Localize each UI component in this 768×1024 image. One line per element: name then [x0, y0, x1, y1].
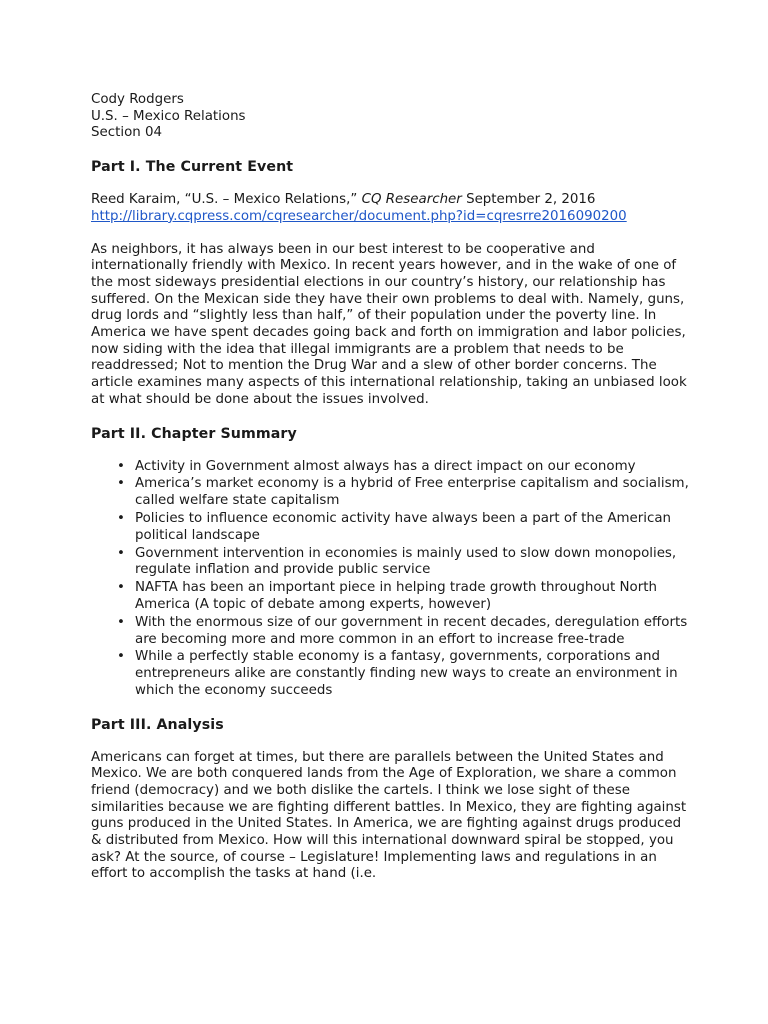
summary-bullet-text: While a perfectly stable economy is a fantasy, governments, corporations and entrepreneurs alike are constantly finding new ways to create an environment in which the economy succeeds [135, 649, 678, 698]
summary-bullet-text: Policies to influence economic activity have always been a part of the American political landscape [135, 511, 672, 543]
summary-bullet-text: Government intervention in economies is mainly used to slow down monopolies, regulate inflation and provide public service [135, 545, 677, 578]
summary-bullet-item [117, 649, 691, 699]
summary-bullet-text: Activity in Government almost always has a direct impact on our economy [135, 458, 636, 474]
citation-publication: CQ Researcher [361, 192, 462, 208]
document-header [91, 92, 691, 142]
citation-date: September 2, 2016 [461, 192, 596, 208]
summary-bullet-item [117, 511, 691, 544]
summary-bullet-text: America’s market economy is a hybrid of Free enterprise capitalism and socialism, called welfare state capitalism [135, 476, 689, 509]
bullet-point-icon: • [117, 458, 125, 474]
bullet-point-icon: • [117, 545, 125, 561]
summary-bullet-item [117, 476, 691, 509]
author-name: Cody Rodgers [91, 92, 184, 107]
citation-url-link[interactable]: http://library.cqpress.com/cqresearcher/document.php?id=cqresrre2016090200 [91, 208, 627, 224]
part1-heading: Part I. The Current Event [91, 159, 294, 176]
summary-bullet-item [117, 580, 691, 613]
part2-heading: Part II. Chapter Summary [91, 425, 297, 442]
summary-bullet-list [91, 459, 691, 700]
citation-author-title: Reed Karaim, “U.S. – Mexico Relations,” [91, 192, 362, 208]
citation [91, 192, 691, 225]
summary-bullet-item [117, 459, 691, 476]
bullet-point-icon: • [117, 649, 125, 665]
bullet-point-icon: • [117, 511, 125, 527]
part1-paragraph: As neighbors, it has always been in our best interest to be cooperative and internationally friendly with Mexico. In recent years however, and in the wake of one of the most sideways presidential elections in our country’s history, our relationship has suffered. On the Mexican side they have their own problems to deal with. Namely, guns, drug lords and “slightly less than half,” of their population under the poverty line. In America we have spent decades going back and forth on immigration and labor policies, now siding with the idea that illegal immigrants are a problem that needs to be readdressed; Not to mention the Drug War and a slew of other border concerns. The article examines many aspects of this international relationship, taking an unbiased look at what should be done about the issues involved. [91, 241, 687, 407]
summary-bullet-text: With the enormous size of our government in recent decades, deregulation efforts are becoming more and more common in an effort to increase free-trade [135, 614, 688, 647]
bullet-point-icon: • [117, 580, 125, 596]
summary-bullet-item [117, 546, 691, 579]
part3-paragraph: Americans can forget at times, but there are parallels between the United States and Mexico. We are both conquered lands from the Age of Exploration, we share a common friend (democracy) and we both dislike the cartels. I think we lose sight of these similarities because we are fighting different battles. In Mexico, they are fighting against guns produced in the United States. In America, we are fighting against drugs produced & distributed from Mexico. How will this international downward spiral be stopped, you ask? At the source, of course – Legislature! Implementing laws and regulations in an effort to accomplish the tasks at hand (i.e. [91, 749, 687, 882]
document-subject: U.S. – Mexico Relations [91, 108, 246, 124]
bullet-point-icon: • [117, 476, 125, 492]
document-page [91, 92, 691, 883]
part3-heading: Part III. Analysis [91, 716, 224, 733]
section-number: Section 04 [91, 125, 163, 141]
summary-bullet-item [117, 615, 691, 648]
summary-bullet-text: NAFTA has been an important piece in helping trade growth throughout North America (A topic of debate among experts, however) [135, 580, 657, 612]
bullet-point-icon: • [117, 614, 125, 630]
